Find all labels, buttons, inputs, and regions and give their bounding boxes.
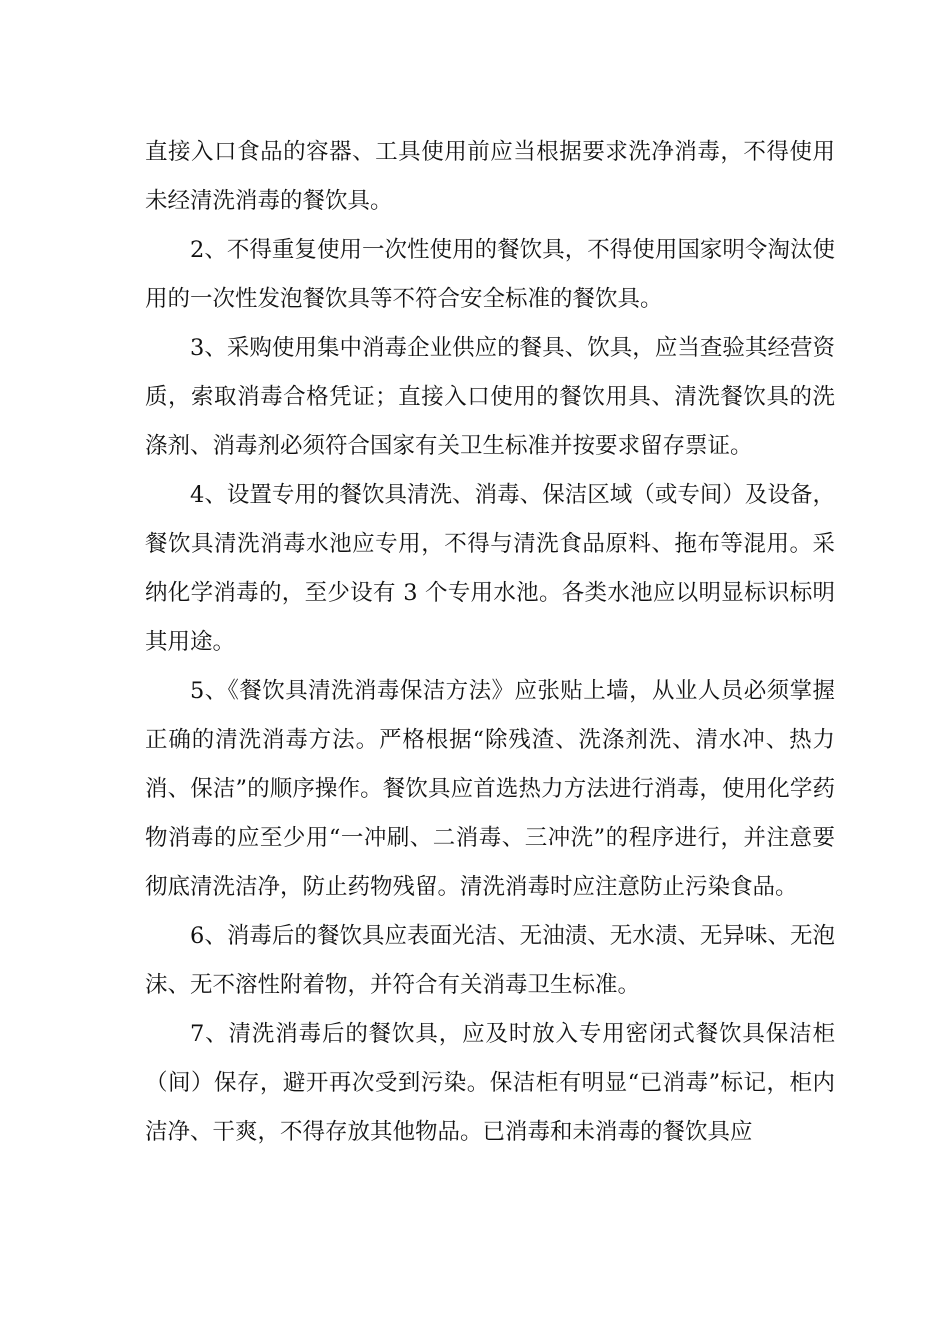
paragraph-item-7: 7、清洗消毒后的餐饮具，应及时放入专用密闭式餐饮具保洁柜（间）保存，避开再次受到污染。保洁柜有明显“已消毒”标记，柜内洁净、干爽，不得存放其他物品。已消毒和未消毒的餐饮具应: [145, 1021, 835, 1145]
paragraph-item-2: 2、不得重复使用一次性使用的餐饮具，不得使用国家明令淘汰使用的一次性发泡餐饮具等不符合安全标准的餐饮具。: [145, 237, 835, 312]
paragraph-continuation: 直接入口食品的容器、工具使用前应当根据要求洗净消毒，不得使用未经清洗消毒的餐饮具。: [145, 139, 835, 214]
paragraph-item-6: 6、消毒后的餐饮具应表面光洁、无油渍、无水渍、无异味、无泡沫、无不溶性附着物，并符合有关消毒卫生标准。: [145, 923, 835, 998]
paragraph-item-4: 4、设置专用的餐饮具清洗、消毒、保洁区域（或专间）及设备，餐饮具清洗消毒水池应专用，不得与清洗食品原料、拖布等混用。采纳化学消毒的，至少设有 3 个专用水池。各类水池应以明显标识标明其用途。: [145, 482, 835, 655]
document-page: [145, 128, 835, 1157]
paragraph-item-5: 5、《餐饮具清洗消毒保洁方法》应张贴上墙，从业人员必须掌握正确的清洗消毒方法。严格根据“除残渣、洗涤剂洗、清水冲、热力消、保洁”的顺序操作。餐饮具应首选热力方法进行消毒，使用化学药物消毒的应至少用“一冲刷、二消毒、三冲洗”的程序进行，并注意要彻底清洗洁净，防止药物残留。清洗消毒时应注意防止污染食品。: [145, 678, 835, 900]
paragraph-item-3: 3、采购使用集中消毒企业供应的餐具、饮具，应当查验其经营资质，索取消毒合格凭证；直接入口使用的餐饮用具、清洗餐饮具的洗涤剂、消毒剂必须符合国家有关卫生标准并按要求留存票证。: [145, 335, 835, 459]
